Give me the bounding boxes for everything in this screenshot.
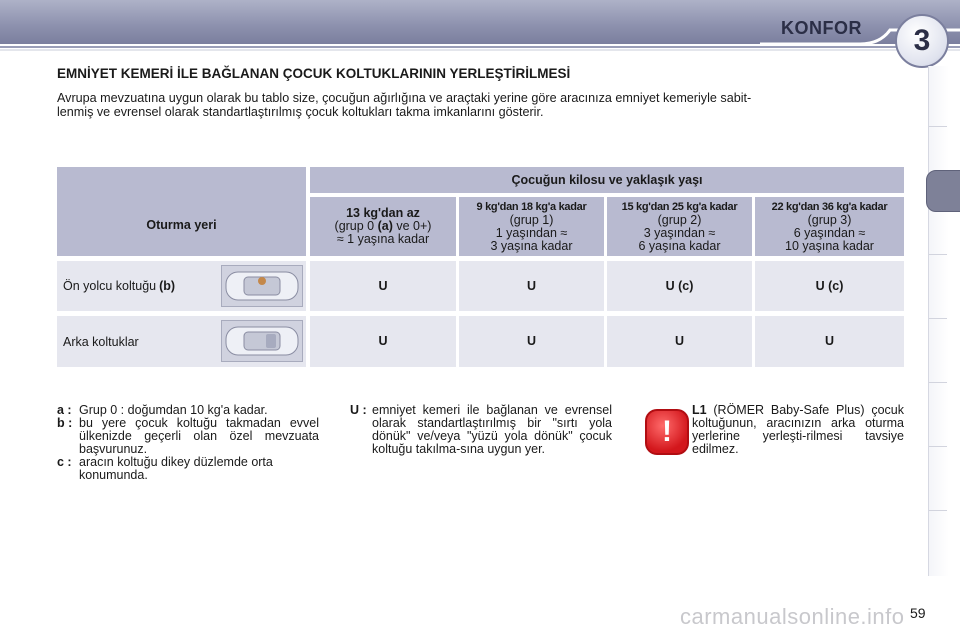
page-heading: EMNİYET KEMERİ İLE BAĞLANAN ÇOCUK KOLTUKLARININ YERLEŞTİRİLMESİ — [57, 66, 571, 81]
watermark: carmanualsonline.info — [680, 604, 905, 629]
table-cell: U (c) — [755, 261, 904, 311]
table-cell: U — [607, 316, 752, 367]
column-group: (grup 2) — [657, 212, 702, 227]
footnotes — [57, 404, 319, 482]
car-seat-rear-image — [221, 320, 303, 362]
column-age-from: 3 yaşından ≈ — [643, 225, 716, 240]
column-title: 15 kg'dan 25 kg'a kadar — [621, 200, 738, 213]
table-cell: U — [755, 316, 904, 367]
column-group: (grup 1) — [509, 212, 554, 227]
group-header-cell — [310, 167, 904, 193]
table-cell: U (c) — [607, 261, 752, 311]
column-age: ≈ 1 yaşına kadar — [336, 232, 430, 246]
side-tab-divider — [929, 446, 947, 447]
side-tab-divider — [929, 254, 947, 255]
seat-header-cell — [57, 167, 306, 256]
active-chapter-tab[interactable] — [926, 170, 960, 212]
table-row-label: Arka koltuklar — [57, 316, 306, 367]
page-number: 59 — [910, 605, 926, 621]
intro-line: Avrupa mevzuatına uygun olarak bu tablo size, çocuğun ağırlığına ve araçtaki yerine göre aracınıza emniyet kemeriyle sabit- — [57, 91, 752, 105]
footnote-a: a : Grup 0 : doğumdan 10 kg'a kadar. — [57, 403, 268, 417]
column-header — [459, 197, 604, 256]
table-row-label: Ön yolcu koltuğu (b) — [57, 261, 306, 311]
table-cell: U — [459, 316, 604, 367]
footnote-b: b : bu yere çocuk koltuğu takmadan evvel ülkenizde geçerli olan özel mevzuata başvurunuz. — [57, 416, 319, 456]
car-seat-front-image — [221, 265, 303, 307]
column-age-to: 10 yaşına kadar — [785, 238, 874, 253]
column-title: 22 kg'dan 36 kg'a kadar — [771, 200, 888, 213]
column-age-from: 1 yaşından ≈ — [495, 225, 568, 240]
warning-text: L1 (RÖMER Baby-Safe Plus) çocuk koltuğunun, aracınızın arka oturma yerlerine yerleşti-rilmesi tavsiye edilmez. — [692, 403, 904, 456]
side-tab-divider — [929, 126, 947, 127]
chapter-title: KONFOR — [781, 18, 862, 38]
group-header: Çocuğun kilosu ve yaklaşık yaşı — [511, 172, 703, 187]
side-tab-divider — [929, 510, 947, 511]
table-cell: U — [459, 261, 604, 311]
table-cell: U — [310, 261, 456, 311]
column-group: (grup 0 (a) ve 0+) — [334, 219, 432, 233]
column-header — [755, 197, 904, 256]
warning-icon: ! — [645, 409, 689, 455]
intro-line: lenmiş ve evrensel olarak standartlaştırılmış çocuk koltukları takma imkanlarını gösterir. — [57, 105, 544, 119]
seat-header: Oturma yeri — [146, 218, 217, 232]
column-header — [310, 197, 456, 256]
side-tab-divider — [929, 318, 947, 319]
column-header — [607, 197, 752, 256]
footnote-u: U : emniyet kemeri ile bağlanan ve evrensel olarak standartlaştırılmış bir "sırtı yola dönük" ve/veya "yüzü yola dönük" çocuk koltuğu takılma-sına uygun yer. — [350, 403, 612, 456]
footnote-c: c : aracın koltuğu dikey düzlemde orta konumunda. — [57, 455, 273, 482]
intro-text — [57, 91, 907, 119]
column-group: (grup 3) — [807, 212, 852, 227]
column-age-from: 6 yaşından ≈ — [793, 225, 866, 240]
column-title: 9 kg'dan 18 kg'a kadar — [476, 200, 587, 213]
column-age-to: 6 yaşına kadar — [638, 238, 721, 253]
column-title: 13 kg'dan az — [346, 206, 420, 220]
chapter-number-badge: 3 — [895, 14, 949, 68]
side-tab-divider — [929, 382, 947, 383]
column-age-to: 3 yaşına kadar — [490, 238, 573, 253]
table-cell: U — [310, 316, 456, 367]
side-tabs — [928, 66, 949, 576]
